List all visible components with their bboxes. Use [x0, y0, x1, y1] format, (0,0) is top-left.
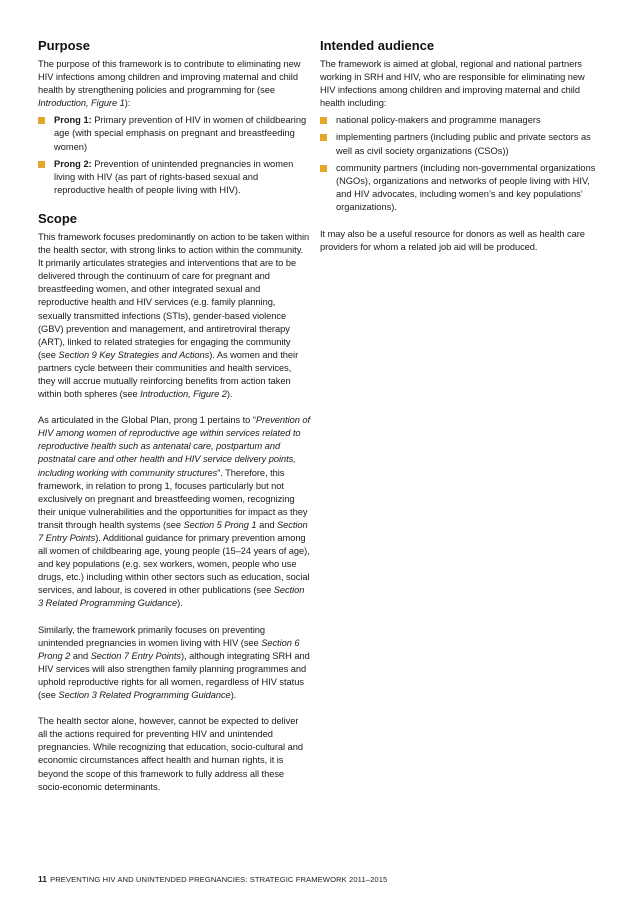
- audience-closing: It may also be a useful resource for donors as well as health care providers for whom a related job aid will be produced.: [320, 229, 585, 253]
- audience-list: [320, 114, 598, 214]
- scope-paragraph-3: Similarly, the framework primarily focuses on preventing unintended pregnancies in women living with HIV (see Section 6 Prong 2 and Section 7 Entry Points), although integrating SRH and HIV services will also strengthen family planning programmes and uphold reproductive rights for all women, regardless of HIV status (see Section 3 Related Programming Guidance).: [38, 624, 310, 701]
- footer-title: PREVENTING HIV AND UNINTENDED PREGNANCIES: STRATEGIC FRAMEWORK 2011–2015: [50, 875, 388, 884]
- left-column: [38, 38, 310, 794]
- scope-paragraph-1: This framework focuses predominantly on action to be taken within the health sector, with strong links to action within the community. It primarily articulates strategies and interventions that are to be delivered through the continuum of care for pregnant and breastfeeding women, and other integrated sexual and reproductive health and HIV services (e.g. family planning, sexually transmitted infections (STIs), gender-based violence (GBV) prevention and management, and antiretroviral therapy (ART), linked to related strategies for engaging the community (see Section 9 Key Strategies and Actions). As women and their partners cycle between their communities and health services, they will accrue mutually reinforcing benefits from action taken within both spheres (see Introduction, Figure 2).: [38, 231, 310, 400]
- audience-heading: Intended audience: [320, 38, 435, 53]
- list-item: community partners (including non-governmental organizations (NGOs), organizations and networks of people living with HIV, and HIV advocates, including women’s and key populations’ organizations).: [320, 162, 598, 214]
- scope-heading: Scope: [38, 210, 78, 226]
- right-column: [320, 38, 598, 254]
- square-bullet-icon: [320, 165, 327, 172]
- scope-paragraph-4: The health sector alone, however, cannot be expected to deliver all the actions required for preventing HIV and unintended pregnancies. While recognizing that education, socio-cultural and economic circumstances affect health and human rights, it is beyond the scope of this framework to fully address all these socio-economic determinants.: [38, 716, 303, 792]
- list-item: national policy-makers and programme managers: [320, 114, 598, 127]
- purpose-heading: Purpose: [38, 38, 91, 53]
- square-bullet-icon: [38, 117, 45, 124]
- list-item: Prong 1: Primary prevention of HIV in women of childbearing age (with special emphasis on pregnant and breastfeeding women): [38, 114, 310, 153]
- purpose-intro: The purpose of this framework is to contribute to eliminating new HIV infections among children and improving maternal and child health by strengthening policies and programming for (see Introduction, Figure 1):: [38, 59, 301, 109]
- list-item: implementing partners (including public and private sectors as well as civil society organizations (CSOs)): [320, 131, 598, 157]
- square-bullet-icon: [38, 161, 45, 168]
- audience-intro: The framework is aimed at global, regional and national partners working in SRH and HIV, who are responsible for eliminating new HIV infections among children and improving maternal and child health including:: [320, 59, 585, 109]
- list-item: Prong 2: Prevention of unintended pregnancies in women living with HIV (as part of rights-based sexual and reproductive health of people living with HIV).: [38, 158, 310, 197]
- square-bullet-icon: [320, 134, 327, 141]
- scope-paragraph-2: As articulated in the Global Plan, prong 1 pertains to “Prevention of HIV among women of reproductive age within services related to reproductive health such as antenatal care, postpartum and postnatal care and other health and HIV service delivery points, including working with community structures”. Therefore, this framework, in relation to prong 1, focuses particularly but not exclusively on pregnant and breastfeeding women, recognizing their unique vulnerabilities and the opportunities for impact as they transit through health systems (see Section 5 Prong 1 and Section 7 Entry Points). Additional guidance for primary prevention among all women of childbearing age, young people (15–24 years of age), and key populations (e.g. sex workers, women, people who use drugs, etc.) including within other sectors such as education, social services, and labour, is covered in other publications (see Section 3 Related Programming Guidance).: [38, 415, 311, 609]
- page-number: 11: [38, 874, 48, 884]
- page-footer: [38, 874, 387, 884]
- prong-list: [38, 114, 310, 197]
- square-bullet-icon: [320, 117, 327, 124]
